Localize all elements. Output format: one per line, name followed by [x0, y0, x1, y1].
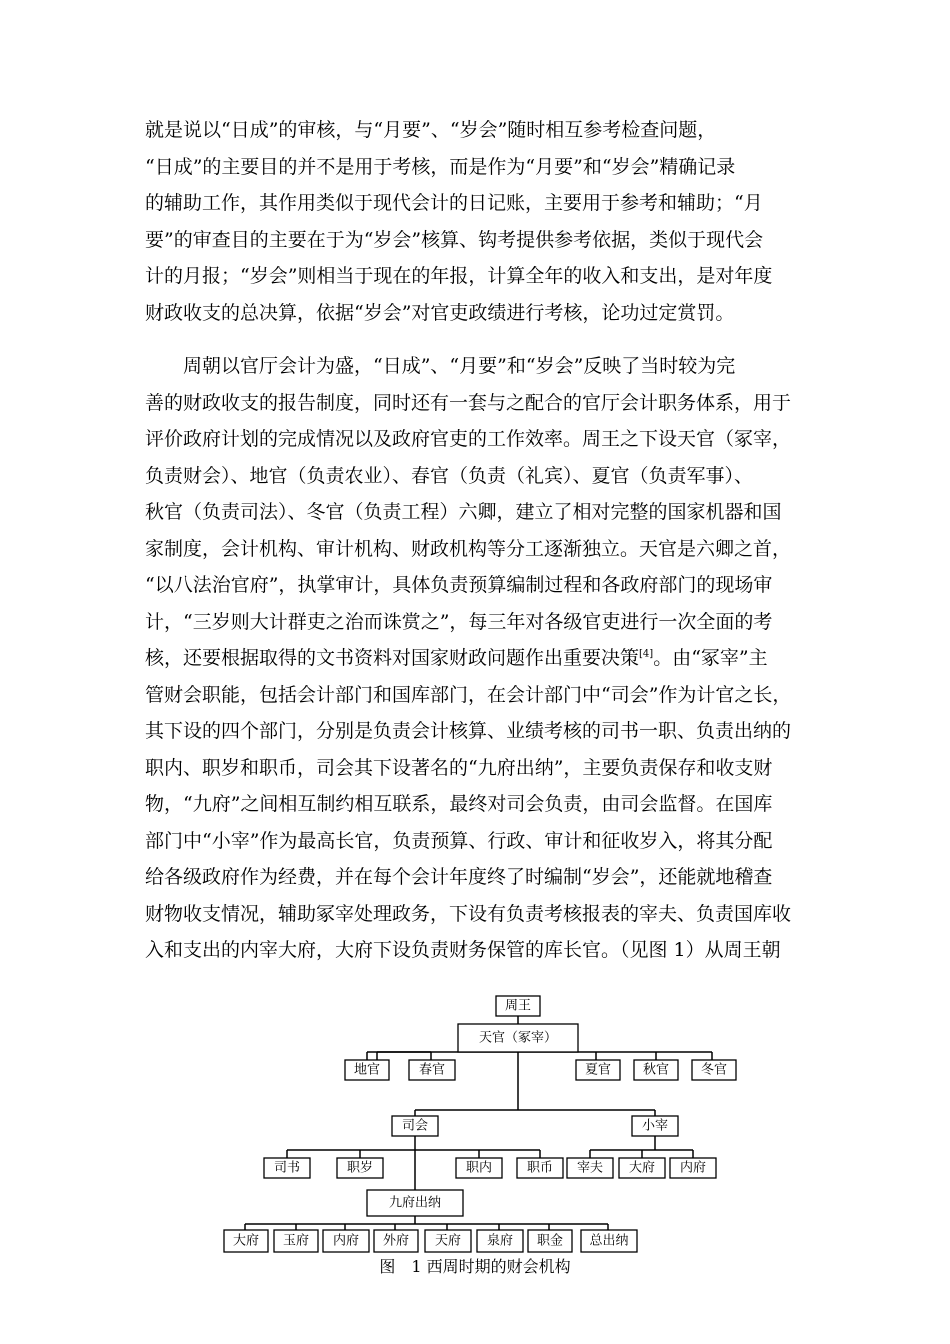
label-xiaozai: 小宰	[641, 1118, 669, 1134]
text-line: 管财会职能，包括会计部门和国库部门，在会计部门中“司会”作为计官之长，	[145, 683, 792, 706]
label-sihui: 司会	[401, 1118, 429, 1134]
figure-caption: 图 1 西周时期的财会机构	[379, 1257, 571, 1276]
text-line: 入和支出的内宰大府，大府下设负责财务保管的库长官。（见图 1）从周王朝	[145, 939, 781, 961]
text-line: 家制度，会计机构、审计机构、财政机构等分工逐渐独立。天官是六卿之首，	[145, 537, 792, 560]
label-zaifu: 宰夫	[576, 1160, 604, 1176]
text-line: “日成”的主要目的并不是用于考核，而是作为“月要”和“岁会”精确记录	[145, 155, 736, 178]
text-line: 负责财会）、地官（负责农业）、春官（负责（礼宾）、夏官（负责军事）、	[145, 464, 754, 487]
label-xiaguan: 夏官	[584, 1062, 612, 1078]
label-sishu: 司书	[273, 1160, 301, 1176]
text-line: 财物收支情况，辅助冢宰处理政务，下设有负责考核报表的宰夫、负责国库收	[145, 902, 792, 925]
text-line: 给各级政府作为经费，并在每个会计年度终了时编制“岁会”，还能就地稽查	[145, 866, 773, 888]
text-segment: 。由“冢宰”主	[653, 647, 768, 669]
label-jf-2: 内府	[332, 1233, 360, 1249]
label-jiufu: 九府出纳	[388, 1195, 442, 1211]
label-jf-1: 玉府	[282, 1233, 310, 1249]
text-line: 要”的审查目的主要在于为“岁会”核算、钩考提供参考依据，类似于现代会	[145, 228, 764, 251]
text-line: 周朝以官厅会计为盛，“日成”、“月要”和“岁会”反映了当时较为完	[145, 355, 736, 377]
text-line: 其下设的四个部门，分别是负责会计核算、业绩考核的司书一职、负责出纳的	[145, 720, 792, 742]
text-segment: 核，还要根据取得的文书资料对国家财政问题作出重要决策	[145, 647, 640, 669]
label-tianguan: 天官（冢宰）	[478, 1030, 558, 1046]
text-line: 职内、职岁和职币，司会其下设著名的“九府出纳”，主要负责保存和收支财	[145, 756, 773, 779]
citation: [4]	[639, 648, 654, 660]
text-line: 秋官（负责司法）、冬官（负责工程）六卿，建立了相对完整的国家机器和国	[145, 501, 782, 523]
label-root: 周王	[504, 998, 532, 1014]
label-zhibi: 职币	[526, 1160, 554, 1176]
text-line: 的辅助工作，其作用类似于现代会计的日记账，主要用于参考和辅助；“月	[145, 192, 763, 214]
label-chunguan: 春官	[418, 1062, 446, 1078]
text-line: 财政收支的总决算，依据“岁会”对官吏政绩进行考核，论功过定赏罚。	[145, 301, 735, 324]
label-dongguan: 冬官	[700, 1062, 728, 1078]
label-jf-5: 泉府	[486, 1233, 514, 1249]
label-jf-7: 总出纳	[589, 1233, 629, 1249]
label-jf-6: 职金	[536, 1233, 564, 1249]
label-jf-4: 天府	[434, 1233, 462, 1249]
label-layer	[233, 999, 727, 1249]
text-line: 物，“九府”之间相互制约相互联系，最终对司会负责，由司会监督。在国库	[145, 793, 773, 815]
label-jf-0: 大府	[232, 1233, 260, 1249]
label-neifu-xz: 内府	[679, 1160, 707, 1176]
label-zhisui: 职岁	[346, 1160, 374, 1176]
label-jf-3: 外府	[382, 1233, 410, 1249]
text-line: 计，“三岁则大计群吏之治而诛赏之”，每三年对各级官吏进行一次全面的考	[145, 610, 773, 633]
text-line: 评价政府计划的完成情况以及政府官吏的工作效率。周王之下设天官（冢宰，	[145, 428, 792, 450]
text-line: 部门中“小宰”作为最高长官，负责预算、行政、审计和征收岁入，将其分配	[145, 829, 773, 852]
label-zhinei: 职内	[465, 1160, 493, 1176]
text-line: “以八法治官府”，执掌审计，具体负责预算编制过程和各政府部门的现场审	[145, 574, 773, 596]
label-dafu-xz: 大府	[628, 1160, 656, 1176]
text-line: 善的财政收支的报告制度，同时还有一套与之配合的官厅会计职务体系，用于	[145, 391, 792, 414]
text-line: 就是说以“日成”的审核，与“月要”、“岁会”随时相互参考检查问题，	[145, 119, 717, 141]
label-qiuguan: 秋官	[642, 1062, 670, 1078]
text-line: 计的月报；“岁会”则相当于现在的年报，计算全年的收入和支出，是对年度	[145, 265, 773, 287]
label-diguan: 地官	[353, 1062, 381, 1078]
